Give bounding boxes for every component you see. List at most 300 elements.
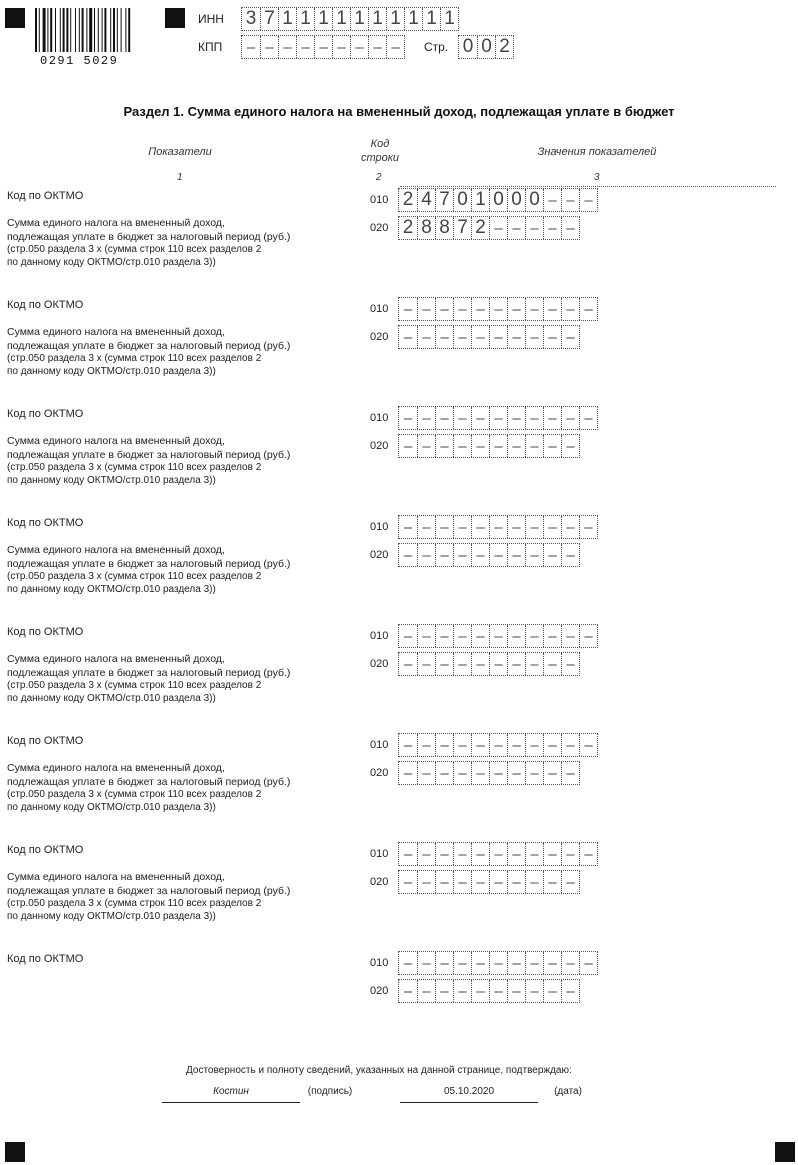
oktmo-cell: –	[525, 298, 543, 320]
oktmo-label: Код по ОКТМО	[7, 190, 84, 202]
inn-cell: 1	[278, 8, 296, 30]
tax-sum-label-line: Сумма единого налога на вмененный доход,	[7, 762, 225, 774]
oktmo-cell: –	[543, 516, 561, 538]
oktmo-cell: –	[543, 407, 561, 429]
date-line	[400, 1102, 538, 1103]
tax-sum-label-line: Сумма единого налога на вмененный доход,	[7, 217, 225, 229]
tax-sum-cell: –	[435, 435, 453, 457]
oktmo-cell: –	[403, 518, 413, 536]
oktmo-cell: –	[453, 298, 471, 320]
oktmo-cell: –	[579, 625, 597, 647]
barcode-bar	[75, 8, 76, 52]
oktmo-cell: –	[525, 516, 543, 538]
oktmo-cell: –	[525, 407, 543, 429]
tax-sum-label-line: подлежащая уплате в бюджет за налоговый период (руб.)	[7, 230, 291, 243]
oktmo-cell: –	[435, 516, 453, 538]
oktmo-cell: –	[543, 843, 561, 865]
barcode-bar	[86, 8, 87, 52]
oktmo-cell: –	[579, 843, 597, 865]
barcode-bar	[43, 8, 46, 52]
tax-sum-cell: –	[489, 653, 507, 675]
tax-sum-label-line: подлежащая уплате в бюджет за налоговый период (руб.)	[7, 339, 291, 352]
oktmo-cell: –	[435, 298, 453, 320]
oktmo-cell: –	[507, 516, 525, 538]
tax-sum-cell: –	[403, 873, 413, 891]
tax-sum-label-line: подлежащая уплате в бюджет за налоговый период (руб.)	[7, 884, 291, 897]
oktmo-cell: –	[435, 952, 453, 974]
tax-sum-cell: –	[543, 762, 561, 784]
tax-sum-cell: –	[435, 980, 453, 1002]
oktmo-cell: 0	[507, 189, 525, 211]
inn-cell: 1	[296, 8, 314, 30]
tax-sum-cell: –	[507, 980, 525, 1002]
kpp-field	[241, 35, 405, 59]
tax-sum-cell: –	[403, 328, 413, 346]
tax-sum-cell: –	[417, 980, 435, 1002]
tax-sum-cell: 2	[402, 217, 414, 238]
tax-sum-cell: –	[561, 762, 579, 784]
tax-sum-cell: –	[471, 653, 489, 675]
oktmo-cell: –	[489, 516, 507, 538]
oktmo-cell: –	[579, 952, 597, 974]
tax-sum-label-note: по данному коду ОКТМО/стр.010 раздела 3))	[7, 583, 216, 595]
kpp-cell: –	[332, 36, 350, 58]
tax-sum-cell: –	[417, 544, 435, 566]
signature-label: (подпись)	[307, 1086, 353, 1097]
tax-sum-field	[398, 325, 580, 349]
tax-sum-cell: –	[417, 435, 435, 457]
oktmo-cell: –	[579, 298, 597, 320]
tax-sum-cell: –	[543, 326, 561, 348]
tax-sum-cell: –	[403, 764, 413, 782]
tax-sum-label-note: (стр.050 раздела 3 х (сумма строк 110 всех разделов 2	[7, 462, 262, 473]
tax-sum-cell: –	[417, 871, 435, 893]
oktmo-label: Код по ОКТМО	[7, 953, 84, 965]
oktmo-cell: –	[435, 843, 453, 865]
oktmo-cell: –	[403, 409, 413, 427]
oktmo-cell: –	[417, 516, 435, 538]
tax-sum-label-line: Сумма единого налога на вмененный доход,	[7, 871, 225, 883]
tax-sum-cell: 7	[453, 217, 471, 239]
oktmo-cell: –	[543, 189, 561, 211]
oktmo-cell: –	[453, 843, 471, 865]
oktmo-cell: –	[471, 625, 489, 647]
tax-sum-cell: –	[507, 435, 525, 457]
column-number-2: 2	[376, 172, 382, 183]
tax-sum-cell: –	[435, 653, 453, 675]
tax-sum-cell: –	[417, 326, 435, 348]
oktmo-cell: –	[489, 843, 507, 865]
tax-sum-field	[398, 216, 580, 240]
oktmo-cell: –	[453, 952, 471, 974]
tax-sum-cell: 8	[417, 217, 435, 239]
oktmo-cell: 2	[402, 189, 414, 210]
kpp-cell: –	[350, 36, 368, 58]
oktmo-cell: –	[543, 625, 561, 647]
signature-line	[162, 1102, 300, 1103]
tax-sum-cell: –	[471, 544, 489, 566]
oktmo-cell: –	[489, 734, 507, 756]
tax-sum-field	[398, 434, 580, 458]
tax-sum-cell: –	[507, 871, 525, 893]
tax-sum-cell: –	[435, 326, 453, 348]
oktmo-label: Код по ОКТМО	[7, 408, 84, 420]
oktmo-field	[398, 842, 598, 866]
tax-sum-label	[7, 653, 347, 705]
oktmo-cell: –	[579, 516, 597, 538]
kpp-cell: –	[260, 36, 278, 58]
tax-sum-field	[398, 870, 580, 894]
tax-sum-label	[7, 217, 347, 269]
inn-cell: 1	[332, 8, 350, 30]
tax-sum-cell: –	[417, 762, 435, 784]
tax-sum-label-note: по данному коду ОКТМО/стр.010 раздела 3))	[7, 910, 216, 922]
section-title: Раздел 1. Сумма единого налога на вмененный доход, подлежащая уплате в бюджет	[123, 104, 675, 119]
inn-cell: 7	[260, 8, 278, 30]
oktmo-label: Код по ОКТМО	[7, 517, 84, 529]
corner-marker-top-left	[5, 8, 25, 28]
oktmo-cell: –	[507, 952, 525, 974]
oktmo-cell: –	[561, 516, 579, 538]
tax-sum-label-line: Сумма единого налога на вмененный доход,	[7, 544, 225, 556]
tax-sum-cell: –	[403, 655, 413, 673]
oktmo-cell: –	[453, 407, 471, 429]
oktmo-cell: –	[403, 627, 413, 645]
tax-sum-cell: –	[561, 653, 579, 675]
tax-sum-field	[398, 543, 580, 567]
oktmo-cell: –	[471, 516, 489, 538]
page-number-field	[458, 35, 514, 59]
line-code-020: 020	[370, 549, 389, 561]
barcode-bar	[113, 8, 115, 52]
tax-sum-cell: –	[453, 653, 471, 675]
kpp-label: КПП	[198, 40, 223, 54]
tax-sum-field	[398, 979, 580, 1003]
oktmo-cell: 4	[417, 189, 435, 211]
tax-sum-label	[7, 326, 347, 378]
tax-sum-cell: –	[525, 326, 543, 348]
barcode-bar	[70, 8, 71, 52]
tax-sum-cell: –	[525, 544, 543, 566]
tax-sum-cell: –	[453, 980, 471, 1002]
oktmo-cell: –	[507, 625, 525, 647]
tax-sum-label-note: (стр.050 раздела 3 х (сумма строк 110 всех разделов 2	[7, 680, 262, 691]
oktmo-cell: –	[507, 407, 525, 429]
tax-sum-field	[398, 761, 580, 785]
line-code-010: 010	[370, 303, 389, 315]
oktmo-cell: –	[435, 734, 453, 756]
column-header-code-line1: Код	[370, 138, 390, 150]
kpp-cell: –	[368, 36, 386, 58]
tax-sum-cell: –	[471, 871, 489, 893]
tax-sum-cell: 8	[435, 217, 453, 239]
tax-sum-cell: –	[489, 217, 507, 239]
oktmo-cell: –	[525, 625, 543, 647]
tax-sum-cell: –	[435, 544, 453, 566]
inn-cell: 3	[245, 8, 257, 29]
line-code-010: 010	[370, 957, 389, 969]
tax-sum-cell: –	[489, 980, 507, 1002]
tax-sum-label-note: по данному коду ОКТМО/стр.010 раздела 3))	[7, 256, 216, 268]
tax-sum-cell: –	[507, 762, 525, 784]
corner-marker-top-center	[165, 8, 185, 28]
oktmo-field	[398, 406, 598, 430]
tax-sum-cell: –	[561, 435, 579, 457]
barcode-bar	[47, 8, 48, 52]
oktmo-cell: –	[453, 516, 471, 538]
oktmo-cell: –	[579, 734, 597, 756]
line-code-010: 010	[370, 848, 389, 860]
line-code-010: 010	[370, 194, 389, 206]
column-number-3: 3	[594, 172, 600, 183]
oktmo-cell: –	[543, 952, 561, 974]
oktmo-cell: –	[579, 189, 597, 211]
barcode-bar	[39, 8, 40, 52]
tax-sum-cell: –	[417, 653, 435, 675]
barcode-bar	[125, 8, 126, 52]
oktmo-cell: –	[561, 734, 579, 756]
oktmo-cell: –	[471, 298, 489, 320]
oktmo-cell: –	[507, 734, 525, 756]
oktmo-cell: –	[507, 298, 525, 320]
tax-sum-label-note: (стр.050 раздела 3 х (сумма строк 110 всех разделов 2	[7, 353, 262, 364]
line-code-020: 020	[370, 767, 389, 779]
page-cell: 0	[477, 36, 495, 58]
tax-sum-label	[7, 544, 347, 596]
tax-sum-cell: –	[507, 217, 525, 239]
tax-sum-label-note: (стр.050 раздела 3 х (сумма строк 110 всех разделов 2	[7, 789, 262, 800]
barcode-bar	[128, 8, 130, 52]
oktmo-field	[398, 951, 598, 975]
tax-sum-label-note: (стр.050 раздела 3 х (сумма строк 110 всех разделов 2	[7, 898, 262, 909]
tax-sum-cell: –	[525, 762, 543, 784]
oktmo-cell: –	[453, 625, 471, 647]
tax-sum-cell: –	[453, 871, 471, 893]
inn-cell: 1	[404, 8, 422, 30]
oktmo-cell: –	[525, 734, 543, 756]
tax-sum-label-note: по данному коду ОКТМО/стр.010 раздела 3))	[7, 692, 216, 704]
barcode-bar	[121, 8, 122, 52]
line-code-010: 010	[370, 739, 389, 751]
oktmo-cell: –	[489, 407, 507, 429]
barcode-bar	[50, 8, 52, 52]
tax-sum-cell: –	[471, 435, 489, 457]
line-code-010: 010	[370, 412, 389, 424]
inn-cell: 1	[368, 8, 386, 30]
tax-sum-cell: –	[561, 217, 579, 239]
oktmo-cell: –	[489, 625, 507, 647]
oktmo-cell: –	[561, 407, 579, 429]
oktmo-cell: –	[579, 407, 597, 429]
oktmo-field	[398, 297, 598, 321]
oktmo-cell: –	[417, 843, 435, 865]
oktmo-cell: –	[435, 407, 453, 429]
tax-sum-label	[7, 435, 347, 487]
page-label: Стр.	[424, 40, 449, 54]
barcode-bar	[110, 8, 111, 52]
tax-sum-cell: –	[561, 980, 579, 1002]
oktmo-cell: –	[471, 734, 489, 756]
tax-sum-cell: –	[471, 326, 489, 348]
tax-sum-cell: –	[543, 653, 561, 675]
inn-cell: 1	[386, 8, 404, 30]
oktmo-cell: –	[403, 954, 413, 972]
tax-sum-cell: –	[543, 980, 561, 1002]
tax-sum-label-line: Сумма единого налога на вмененный доход,	[7, 326, 225, 338]
oktmo-cell: –	[403, 845, 413, 863]
oktmo-cell: –	[507, 843, 525, 865]
line-code-020: 020	[370, 222, 389, 234]
barcode-bar	[117, 8, 118, 52]
tax-sum-cell: –	[525, 653, 543, 675]
tax-sum-cell: –	[489, 326, 507, 348]
tax-sum-cell: –	[543, 435, 561, 457]
tax-sum-cell: –	[561, 326, 579, 348]
tax-sum-cell: –	[403, 546, 413, 564]
oktmo-cell: –	[417, 734, 435, 756]
oktmo-cell: 7	[435, 189, 453, 211]
page-cell: 0	[462, 36, 474, 57]
tax-sum-cell: –	[435, 871, 453, 893]
tax-sum-label-line: подлежащая уплате в бюджет за налоговый период (руб.)	[7, 775, 291, 788]
oktmo-cell: –	[489, 298, 507, 320]
tax-sum-cell: –	[525, 871, 543, 893]
oktmo-cell: –	[471, 952, 489, 974]
corner-marker-bottom-left	[5, 1142, 25, 1162]
barcode-bar	[63, 8, 65, 52]
tax-sum-label-note: по данному коду ОКТМО/стр.010 раздела 3))	[7, 365, 216, 377]
oktmo-cell: –	[403, 736, 413, 754]
page-cell: 2	[495, 36, 513, 58]
oktmo-cell: 0	[453, 189, 471, 211]
oktmo-cell: –	[417, 298, 435, 320]
barcode-bar	[98, 8, 99, 52]
tax-sum-cell: –	[507, 653, 525, 675]
kpp-cell: –	[314, 36, 332, 58]
oktmo-cell: –	[561, 952, 579, 974]
tax-sum-cell: –	[543, 544, 561, 566]
tax-sum-label-line: подлежащая уплате в бюджет за налоговый период (руб.)	[7, 666, 291, 679]
tax-sum-label	[7, 871, 347, 923]
tax-sum-cell: –	[403, 982, 413, 1000]
oktmo-cell: –	[417, 625, 435, 647]
tax-sum-cell: –	[507, 544, 525, 566]
oktmo-cell: 0	[489, 189, 507, 211]
inn-cell: 1	[314, 8, 332, 30]
column-header-code-line2: строки	[360, 152, 400, 164]
oktmo-cell: –	[561, 843, 579, 865]
tax-sum-cell: –	[453, 544, 471, 566]
tax-sum-label	[7, 762, 347, 814]
oktmo-field	[398, 624, 598, 648]
tax-sum-cell: –	[489, 762, 507, 784]
column-header-indicators: Показатели	[148, 146, 212, 158]
tax-sum-label-note: (стр.050 раздела 3 х (сумма строк 110 всех разделов 2	[7, 244, 262, 255]
kpp-cell: –	[246, 38, 256, 56]
oktmo-cell: –	[471, 407, 489, 429]
line-code-020: 020	[370, 876, 389, 888]
tax-sum-cell: –	[489, 871, 507, 893]
date-value: 05.10.2020	[443, 1086, 495, 1097]
oktmo-cell: –	[453, 734, 471, 756]
line-code-020: 020	[370, 440, 389, 452]
column-header-code	[350, 137, 410, 165]
oktmo-cell: –	[543, 734, 561, 756]
tax-sum-cell: –	[507, 326, 525, 348]
inn-cell: 1	[350, 8, 368, 30]
kpp-cell: –	[278, 36, 296, 58]
oktmo-cell: –	[543, 298, 561, 320]
tax-sum-label-line: Сумма единого налога на вмененный доход,	[7, 435, 225, 447]
line-code-010: 010	[370, 521, 389, 533]
tax-sum-cell: –	[453, 326, 471, 348]
barcode-bar	[60, 8, 61, 52]
oktmo-cell: –	[561, 298, 579, 320]
kpp-cell: –	[296, 36, 314, 58]
oktmo-field	[398, 188, 598, 212]
inn-cell: 1	[422, 8, 440, 30]
tax-sum-cell: –	[543, 217, 561, 239]
oktmo-cell: –	[417, 407, 435, 429]
barcode-bar	[35, 8, 37, 52]
oktmo-cell: –	[525, 952, 543, 974]
tax-sum-cell: –	[525, 435, 543, 457]
tax-sum-cell: 2	[471, 217, 489, 239]
tax-sum-cell: –	[453, 762, 471, 784]
signer-name: Костин	[213, 1086, 249, 1097]
oktmo-cell: –	[489, 952, 507, 974]
oktmo-label: Код по ОКТМО	[7, 735, 84, 747]
inn-cell: 1	[440, 8, 458, 30]
corner-marker-bottom-right	[775, 1142, 795, 1162]
tax-sum-cell: –	[525, 980, 543, 1002]
line-code-010: 010	[370, 630, 389, 642]
header-divider	[400, 186, 776, 187]
barcode-bar	[55, 8, 56, 52]
tax-sum-label-line: подлежащая уплате в бюджет за налоговый период (руб.)	[7, 557, 291, 570]
tax-sum-cell: –	[453, 435, 471, 457]
tax-sum-label-note: (стр.050 раздела 3 х (сумма строк 110 всех разделов 2	[7, 571, 262, 582]
confirmation-text: Достоверность и полноту сведений, указанных на данной странице, подтверждаю:	[186, 1065, 572, 1076]
barcode-bar	[79, 8, 80, 52]
tax-sum-cell: –	[489, 435, 507, 457]
oktmo-cell: 0	[525, 189, 543, 211]
barcode-bar	[66, 8, 68, 52]
inn-label: ИНН	[198, 12, 224, 26]
kpp-cell: –	[386, 36, 404, 58]
oktmo-label: Код по ОКТМО	[7, 299, 84, 311]
oktmo-cell: –	[403, 300, 413, 318]
oktmo-cell: –	[561, 189, 579, 211]
oktmo-field	[398, 733, 598, 757]
oktmo-cell: –	[417, 952, 435, 974]
barcode-bar	[82, 8, 84, 52]
tax-sum-cell: –	[471, 980, 489, 1002]
tax-sum-label-note: по данному коду ОКТМО/стр.010 раздела 3))	[7, 801, 216, 813]
tax-sum-label-line: Сумма единого налога на вмененный доход,	[7, 653, 225, 665]
tax-sum-cell: –	[525, 217, 543, 239]
oktmo-cell: –	[561, 625, 579, 647]
oktmo-field	[398, 515, 598, 539]
inn-field	[241, 7, 459, 31]
oktmo-cell: –	[471, 843, 489, 865]
tax-sum-cell: –	[561, 544, 579, 566]
oktmo-cell: 1	[471, 189, 489, 211]
tax-sum-label-line: подлежащая уплате в бюджет за налоговый период (руб.)	[7, 448, 291, 461]
barcode-bar	[94, 8, 95, 52]
line-code-020: 020	[370, 331, 389, 343]
oktmo-cell: –	[435, 625, 453, 647]
